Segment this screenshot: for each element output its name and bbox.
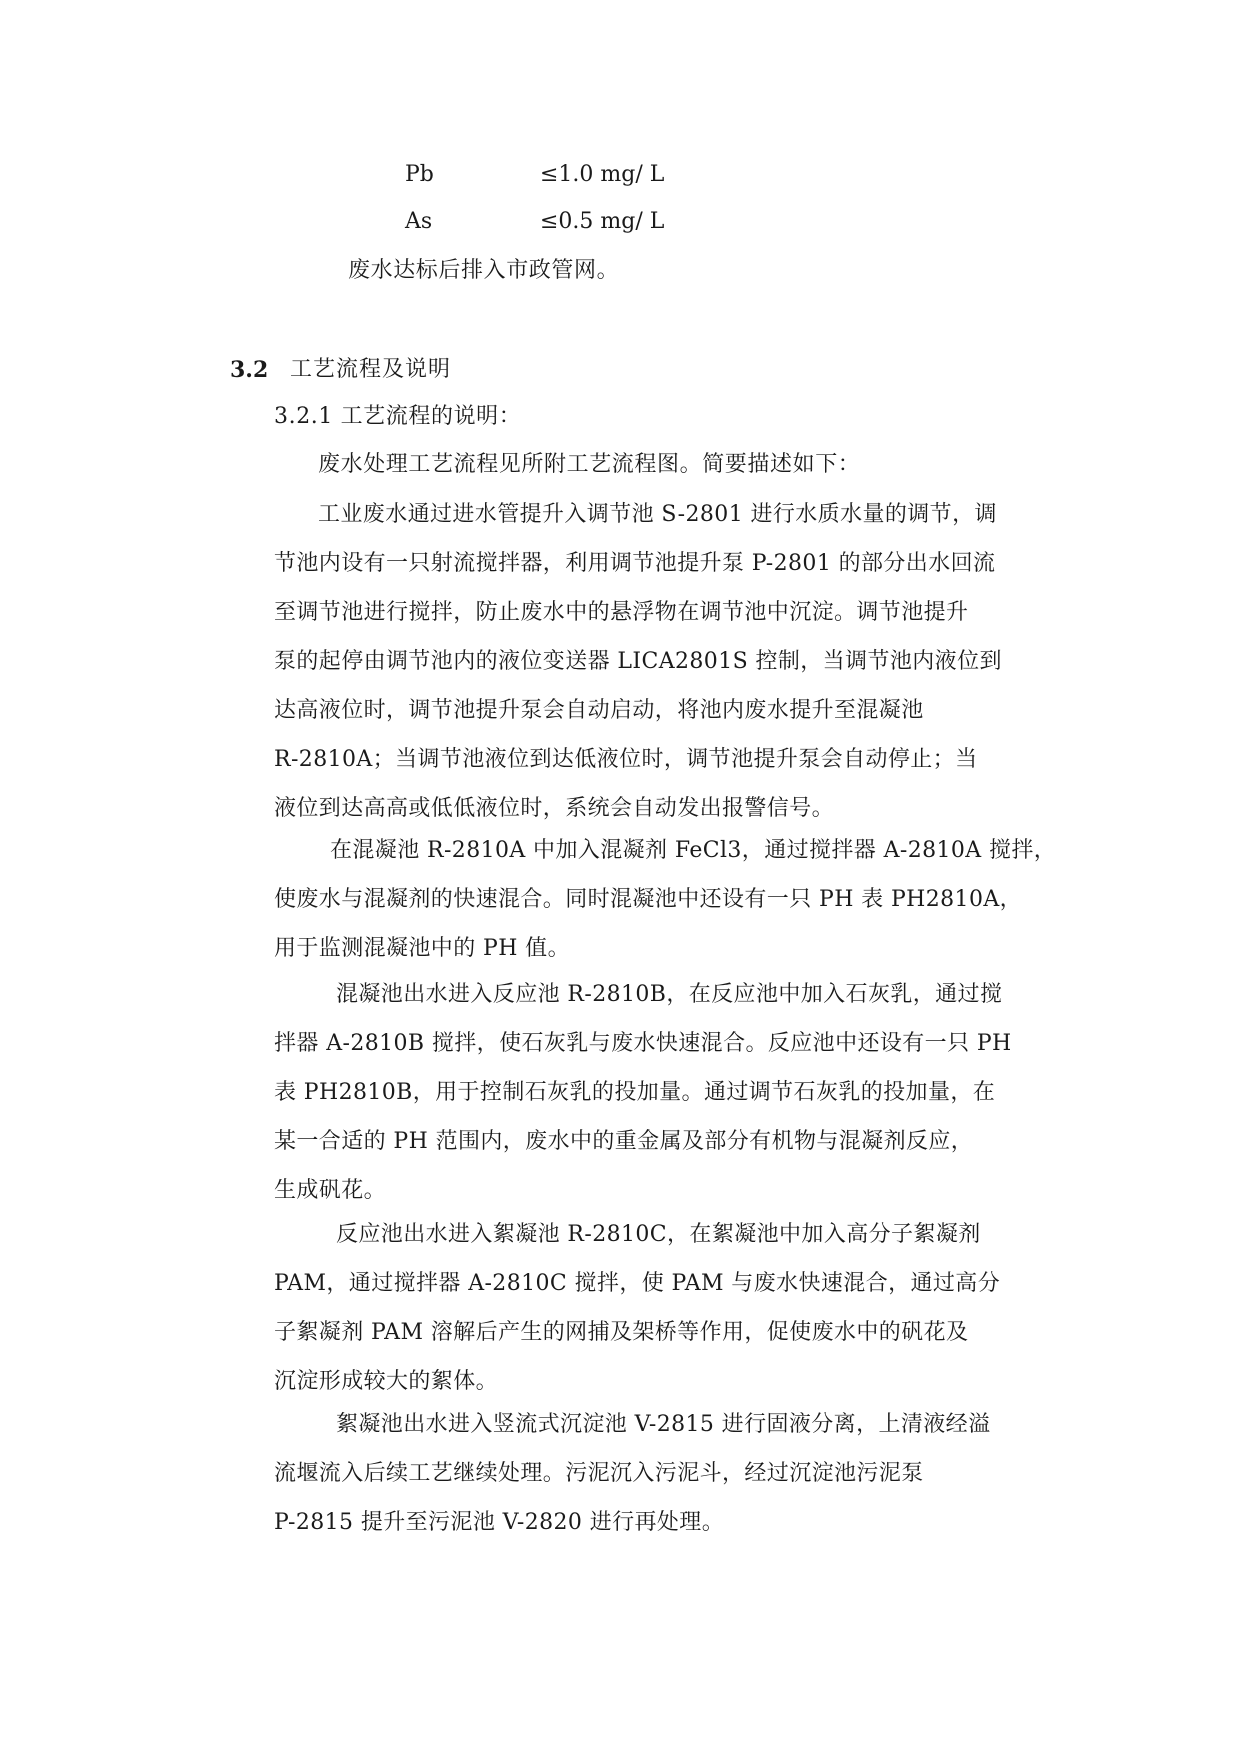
paragraph-line: R-2810A；当调节池液位到达低液位时，调节池提升泵会自动停止；当 [274, 747, 978, 772]
paragraph-line: 沉淀形成较大的絮体。 [274, 1369, 499, 1394]
paragraph-line: 反应池出水进入絮凝池 R-2810C，在絮凝池中加入高分子絮凝剂 [336, 1222, 981, 1247]
paragraph-line: 泵的起停由调节池内的液位变送器 LICA2801S 控制，当调节池内液位到 [274, 649, 1002, 674]
discharge-note: 废水达标后排入市政管网。 [348, 258, 620, 283]
paragraph-sedimentation [274, 1410, 1054, 1557]
intro-text: 废水处理工艺流程见所附工艺流程图。简要描述如下： [318, 452, 861, 477]
paragraph-line: 生成矾花。 [274, 1178, 387, 1203]
paragraph-line: 在混凝池 R-2810A 中加入混凝剂 FeCl3，通过搅拌器 A-2810A 搅拌， [330, 838, 1057, 863]
paragraph-line: 子絮凝剂 PAM 溶解后产生的网捕及架桥等作用，促使废水中的矾花及 [274, 1320, 969, 1345]
paragraph-line: 用于监测混凝池中的 PH 值。 [274, 936, 570, 961]
paragraph-line: 混凝池出水进入反应池 R-2810B，在反应池中加入石灰乳，通过搅 [336, 982, 1003, 1007]
paragraph-equalization [274, 500, 1054, 843]
section-number: 3.2 [230, 357, 269, 383]
paragraph-line: 使废水与混凝剂的快速混合。同时混凝池中还设有一只 PH 表 PH2810A， [274, 887, 1023, 912]
paragraph-line: 液位到达高高或低低液位时，系统会自动发出报警信号。 [274, 796, 835, 821]
paragraph-line: 拌器 A-2810B 搅拌，使石灰乳与废水快速混合。反应池中还设有一只 PH [274, 1031, 1012, 1056]
paragraph-line: 表 PH2810B，用于控制石灰乳的投加量。通过调节石灰乳的投加量，在 [274, 1080, 996, 1105]
section-title: 工艺流程及说明 [290, 357, 452, 382]
paragraph-reaction [274, 980, 1054, 1225]
paragraph-line: 流堰流入后续工艺继续处理。污泥沉入污泥斗，经过沉淀池污泥泵 [274, 1461, 924, 1486]
limit-value: ≤0.5 mg/ L [540, 209, 665, 234]
limit-element: Pb [405, 162, 434, 187]
paragraph-line: 至调节池进行搅拌，防止废水中的悬浮物在调节池中沉淀。调节池提升 [274, 600, 969, 625]
paragraph-line: 工业废水通过进水管提升入调节池 S-2801 进行水质水量的调节，调 [318, 502, 997, 527]
paragraph-line: 节池内设有一只射流搅拌器，利用调节池提升泵 P-2801 的部分出水回流 [274, 551, 996, 576]
subsection-heading: 3.2.1 工艺流程的说明： [274, 404, 522, 429]
limit-element: As [405, 209, 433, 234]
paragraph-line: 达高液位时，调节池提升泵会自动启动，将池内废水提升至混凝池 [274, 698, 924, 723]
paragraph-line: 絮凝池出水进入竖流式沉淀池 V-2815 进行固液分离，上清液经溢 [336, 1412, 991, 1437]
paragraph-line: PAM，通过搅拌器 A-2810C 搅拌，使 PAM 与废水快速混合，通过高分 [274, 1271, 1001, 1296]
paragraph-line: 某一合适的 PH 范围内，废水中的重金属及部分有机物与混凝剂反应， [274, 1129, 974, 1154]
paragraph-line: P-2815 提升至污泥池 V-2820 进行再处理。 [274, 1510, 725, 1535]
limit-value: ≤1.0 mg/ L [540, 162, 665, 187]
paragraph-flocculation [274, 1220, 1054, 1416]
paragraph-coagulation [274, 836, 1057, 983]
